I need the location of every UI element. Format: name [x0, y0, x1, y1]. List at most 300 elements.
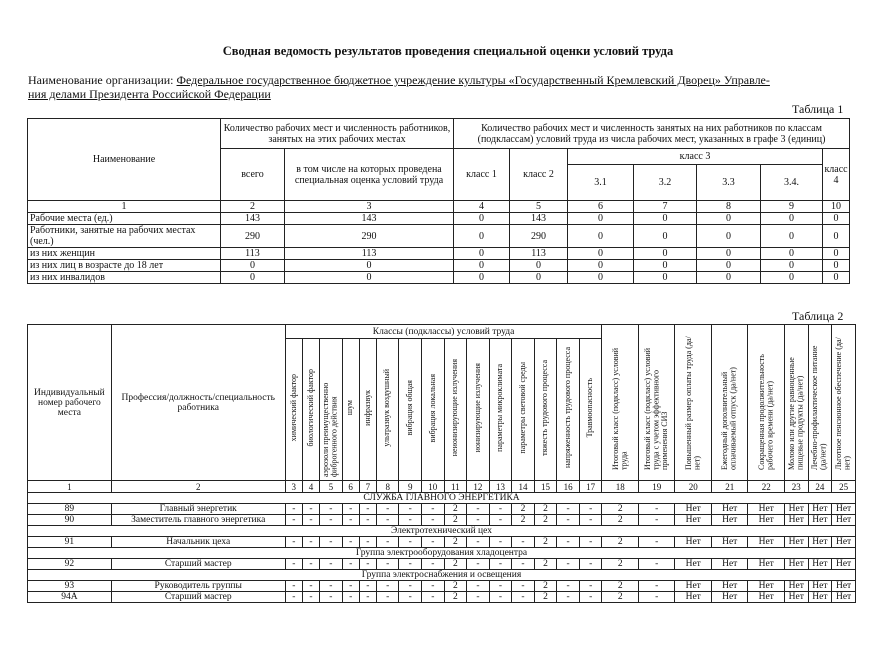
t2-cell: -: [467, 581, 490, 592]
t2-num: 23: [784, 481, 808, 493]
t2-header-extra-text: Ежегодный дополнительный оплачиваемый отпуск (да/нет): [720, 367, 738, 470]
t1-cell: 113: [221, 248, 285, 260]
document-title: Сводная ведомость результатов проведения специальной оценки условий труда: [222, 44, 674, 58]
t2-cell: Нет: [748, 559, 785, 570]
t2-cell: -: [359, 592, 376, 603]
t2-header-factor-text: параметры микроклимата: [495, 364, 505, 452]
t1-cell: 113: [285, 248, 454, 260]
t2-cell: 2: [444, 515, 467, 526]
t2-cell: 2: [444, 537, 467, 548]
t2-cell: Нет: [808, 559, 832, 570]
t2-header-factor-text: химический фактор: [288, 374, 298, 442]
t2-num: 14: [512, 481, 535, 493]
t1-header-3-1: 3.1: [568, 165, 634, 201]
table2-label: Таблица 2: [792, 309, 844, 323]
t2-cell: Нет: [784, 559, 808, 570]
t1-num: 8: [697, 201, 761, 213]
t2-cell: -: [376, 515, 399, 526]
t2-cell: Нет: [832, 537, 856, 548]
t2-row: [28, 559, 856, 570]
t2-cell: Нет: [675, 581, 712, 592]
t1-num: 2: [221, 201, 285, 213]
t1-row-label: Работники, занятые на рабочих местах (чел.): [28, 225, 221, 248]
t2-cell: -: [320, 537, 343, 548]
t2-cell: -: [342, 592, 359, 603]
t2-cell: -: [467, 592, 490, 603]
t1-row: [28, 260, 850, 272]
t2-cell: -: [359, 515, 376, 526]
t2-cell: -: [302, 559, 319, 570]
t2-cell: Нет: [711, 559, 748, 570]
t2-cell: -: [422, 504, 445, 515]
t2-cell: -: [399, 581, 422, 592]
t2-cell: -: [399, 559, 422, 570]
t2-cell: 2: [602, 537, 639, 548]
t2-cell: Нет: [675, 515, 712, 526]
t1-row: [28, 225, 850, 248]
t1-cell: 0: [761, 260, 823, 272]
t2-cell: -: [557, 559, 580, 570]
t1-cell: 0: [761, 213, 823, 225]
t2-cell: -: [376, 504, 399, 515]
t2-cell: -: [342, 537, 359, 548]
t2-cell: -: [489, 592, 512, 603]
t2-header-extra-text: Итоговый класс (подкласс) условий труда с учетом эффективного применения СИЗ: [642, 347, 669, 470]
t2-header-factor-text: напряженность трудового процесса: [562, 347, 572, 469]
t2-cell: -: [579, 592, 602, 603]
t1-header-class1: класс 1: [454, 149, 510, 201]
t2-cell: Нет: [748, 515, 785, 526]
t2-cell: Нет: [711, 504, 748, 515]
t1-cell: 0: [568, 272, 634, 284]
t2-cell: -: [467, 515, 490, 526]
t1-cell: 0: [697, 260, 761, 272]
t2-cell: Нет: [808, 592, 832, 603]
t2-header-factor: [489, 339, 512, 481]
t2-header-factor-text: ионизирующие излучения: [472, 363, 482, 453]
t2-num: 11: [444, 481, 467, 493]
t2-header-factor: [579, 339, 602, 481]
organization-block: [28, 73, 868, 101]
t2-header-factor: [342, 339, 359, 481]
t1-header-class4: класс 4: [823, 149, 850, 201]
t1-cell: 0: [761, 248, 823, 260]
t2-cell: -: [467, 504, 490, 515]
t2-num: 12: [467, 481, 490, 493]
t2-cell: Нет: [808, 581, 832, 592]
t1-cell: 0: [454, 225, 510, 248]
t2-cell: 2: [534, 581, 557, 592]
t2-cell: Нет: [748, 581, 785, 592]
t1-header-3-3: 3.3: [697, 165, 761, 201]
t1-cell: 113: [510, 248, 568, 260]
t2-cell: Нет: [808, 515, 832, 526]
t2-cell: Нет: [808, 504, 832, 515]
t2-cell: -: [302, 504, 319, 515]
t2-header-factor-text: шум: [345, 400, 355, 416]
t2-workplace-id: 93: [28, 581, 112, 592]
t2-cell: -: [285, 559, 302, 570]
t1-header-done: в том числе на которых проведена специальная оценка условий труда: [285, 149, 454, 201]
t1-cell: 0: [634, 213, 697, 225]
t1-cell: 0: [568, 225, 634, 248]
t1-cell: 0: [823, 213, 850, 225]
t1-num: 3: [285, 201, 454, 213]
t2-num: 22: [748, 481, 785, 493]
t2-cell: -: [285, 537, 302, 548]
t1-cell: 0: [568, 248, 634, 260]
t2-section-row: [28, 493, 856, 504]
t2-cell: -: [285, 592, 302, 603]
t2-cell: -: [359, 537, 376, 548]
t2-cell: 2: [534, 515, 557, 526]
t2-cell: -: [422, 581, 445, 592]
org-name-line2: ния делами Президента Российской Федерации: [28, 87, 271, 101]
t2-num: 5: [320, 481, 343, 493]
t2-cell: -: [512, 537, 535, 548]
t2-num: 2: [111, 481, 285, 493]
t2-cell: -: [489, 581, 512, 592]
t2-header-extra: [832, 325, 856, 481]
t2-header-id: Индивидуальный номер рабочего места: [28, 325, 112, 481]
t1-num: 5: [510, 201, 568, 213]
t2-cell: -: [302, 592, 319, 603]
t2-cell: Нет: [832, 581, 856, 592]
t2-header-factor: [302, 339, 319, 481]
t2-header-factor-text: аэрозоли преимущественно фиброгенного действия: [321, 382, 339, 477]
table1: [27, 118, 850, 284]
t2-header-extra: [638, 325, 675, 481]
t2-cell: -: [285, 504, 302, 515]
t1-cell: 143: [285, 213, 454, 225]
t1-num: 7: [634, 201, 697, 213]
t2-num: 4: [302, 481, 319, 493]
t2-cell: -: [579, 515, 602, 526]
t2-workplace-id: 92: [28, 559, 112, 570]
t2-section-title: Группа электроснабжения и освещения: [28, 570, 856, 581]
t2-header-factor: [512, 339, 535, 481]
t2-num: 20: [675, 481, 712, 493]
t2-cell: -: [579, 559, 602, 570]
t2-header-factor-text: Травмоопасность: [585, 378, 595, 438]
t2-cell: Нет: [675, 592, 712, 603]
t1-cell: 0: [221, 260, 285, 272]
t1-cell: 0: [510, 272, 568, 284]
t2-cell: -: [422, 515, 445, 526]
t1-row-label: из них инвалидов: [28, 272, 221, 284]
t2-header-factor-text: ультразвук воздушный: [382, 369, 392, 447]
t2-header-factor-text: вибрация локальная: [427, 373, 437, 443]
t2-header-extra-text: Сокращенная продолжительность рабочего времени (да/нет): [756, 354, 775, 470]
t1-cell: 0: [510, 260, 568, 272]
t2-cell: -: [302, 537, 319, 548]
t1-cell: 0: [761, 225, 823, 248]
t2-cell: -: [320, 504, 343, 515]
t2-cell: -: [376, 559, 399, 570]
t2-cell: -: [342, 559, 359, 570]
t2-header-factor-text: неионизирующие излучения: [450, 359, 460, 457]
t2-header-extra: [808, 325, 832, 481]
t1-row: [28, 248, 850, 260]
t2-cell: 2: [602, 515, 639, 526]
t2-profession: Старший мастер: [111, 592, 285, 603]
t2-cell: -: [638, 537, 675, 548]
t1-header-class3: класс 3: [568, 149, 823, 165]
t2-header-factor: [285, 339, 302, 481]
t2-cell: Нет: [675, 537, 712, 548]
t2-num: 9: [399, 481, 422, 493]
t1-row-label: Рабочие места (ед.): [28, 213, 221, 225]
t2-cell: -: [638, 592, 675, 603]
t2-cell: -: [359, 504, 376, 515]
t2-section-row: [28, 548, 856, 559]
table1-label: Таблица 1: [792, 102, 844, 116]
t2-header-factor: [320, 339, 343, 481]
table2: [27, 324, 856, 603]
t1-cell: 0: [697, 272, 761, 284]
t2-section-row: [28, 526, 856, 537]
t2-header-extra-text: Молоко или другие равноценные пищевые продукты (да/нет): [786, 357, 805, 470]
t2-cell: Нет: [832, 515, 856, 526]
t2-cell: Нет: [784, 504, 808, 515]
t1-cell: 0: [454, 272, 510, 284]
t2-cell: Нет: [711, 537, 748, 548]
t2-cell: -: [489, 504, 512, 515]
t2-cell: Нет: [784, 515, 808, 526]
t1-cell: 0: [454, 213, 510, 225]
t2-num: 8: [376, 481, 399, 493]
t2-header-extra: [748, 325, 785, 481]
t2-cell: -: [399, 592, 422, 603]
t2-cell: 2: [534, 504, 557, 515]
t1-cell: 0: [697, 248, 761, 260]
t1-cell: 0: [634, 272, 697, 284]
t2-header-factor-text: вибрация общая: [405, 380, 414, 436]
t2-cell: Нет: [675, 504, 712, 515]
t1-header-classes: Количество рабочих мест и численность занятых на них работников по классам (подклассам) условий труда из числа рабочих мест, указанных в графе 3 (единиц): [454, 119, 850, 149]
t1-cell: 0: [823, 248, 850, 260]
t1-header-qty: Количество рабочих мест и численность работников, занятых на этих рабочих местах: [221, 119, 454, 149]
t2-cell: Нет: [832, 592, 856, 603]
t2-header-factor-text: инфразвук: [362, 390, 372, 426]
org-name-line1: Федеральное государственное бюджетное учреждение культуры «Государственный Кремлевский Дворец» Управле-: [176, 73, 770, 87]
t1-cell: 0: [823, 225, 850, 248]
t1-cell: 143: [221, 213, 285, 225]
t2-profession: Руководитель группы: [111, 581, 285, 592]
t1-header-total: всего: [221, 149, 285, 201]
t2-num: 15: [534, 481, 557, 493]
t2-cell: -: [638, 515, 675, 526]
t2-num: 1: [28, 481, 112, 493]
t2-cell: -: [302, 581, 319, 592]
t2-cell: -: [285, 515, 302, 526]
t1-cell: 0: [221, 272, 285, 284]
t1-num: 9: [761, 201, 823, 213]
t2-cell: -: [320, 515, 343, 526]
t2-cell: -: [579, 581, 602, 592]
t1-num: 4: [454, 201, 510, 213]
t2-cell: -: [422, 537, 445, 548]
t2-num: 21: [711, 481, 748, 493]
t1-cell: 0: [454, 260, 510, 272]
t2-header-extra-text: Льготное пенсионное обеспечение (да/нет): [834, 337, 852, 470]
t2-cell: -: [376, 592, 399, 603]
t2-header-factor: [557, 339, 580, 481]
t2-header-factor-text: биологический фактор: [305, 369, 315, 447]
t2-section-row: [28, 570, 856, 581]
t2-row: [28, 515, 856, 526]
t2-header-extra: [602, 325, 639, 481]
t2-cell: -: [320, 559, 343, 570]
t2-cell: Нет: [832, 559, 856, 570]
t2-cell: -: [638, 559, 675, 570]
t2-cell: -: [302, 515, 319, 526]
t2-profession: Заместитель главного энергетика: [111, 515, 285, 526]
t2-cell: -: [557, 592, 580, 603]
t2-cell: 2: [512, 515, 535, 526]
t1-cell: 143: [510, 213, 568, 225]
t2-row: [28, 592, 856, 603]
t2-header-factor: [359, 339, 376, 481]
t1-header-3-2: 3.2: [634, 165, 697, 201]
t2-cell: -: [489, 537, 512, 548]
t2-header-factor-text: параметры световой среды: [517, 362, 527, 454]
t2-header-factor: [534, 339, 557, 481]
t2-cell: Нет: [675, 559, 712, 570]
t2-cell: -: [342, 581, 359, 592]
t1-header-3-4: 3.4.: [761, 165, 823, 201]
t1-cell: 0: [285, 272, 454, 284]
t2-cell: -: [422, 559, 445, 570]
t2-cell: -: [342, 515, 359, 526]
t2-num: 10: [422, 481, 445, 493]
t1-cell: 0: [697, 225, 761, 248]
t2-header-profession: Профессия/должность/специальность работника: [111, 325, 285, 481]
t2-cell: -: [376, 581, 399, 592]
t2-cell: 2: [602, 559, 639, 570]
t2-cell: -: [579, 537, 602, 548]
t2-cell: -: [422, 592, 445, 603]
t1-cell: 290: [510, 225, 568, 248]
t2-cell: Нет: [748, 592, 785, 603]
t2-profession: Старший мастер: [111, 559, 285, 570]
t2-header-extra: [784, 325, 808, 481]
t1-num: 6: [568, 201, 634, 213]
t2-cell: -: [557, 515, 580, 526]
t2-cell: -: [557, 581, 580, 592]
t1-cell: 0: [634, 260, 697, 272]
t1-num: 1: [28, 201, 221, 213]
t1-cell: 0: [823, 260, 850, 272]
t2-header-extra-text: Лечебно-профилактическое питание (да/нет): [810, 345, 828, 470]
t2-profession: Главный энергетик: [111, 504, 285, 515]
t2-profession: Начальник цеха: [111, 537, 285, 548]
t2-cell: -: [638, 581, 675, 592]
t2-header-extra: [675, 325, 712, 481]
t1-num: 10: [823, 201, 850, 213]
t2-cell: -: [512, 592, 535, 603]
t2-cell: -: [557, 537, 580, 548]
t2-cell: Нет: [784, 592, 808, 603]
t2-cell: 2: [534, 592, 557, 603]
t2-cell: 2: [602, 592, 639, 603]
t2-cell: -: [467, 537, 490, 548]
t2-row: [28, 504, 856, 515]
t2-section-title: Группа электрооборудования хладоцентра: [28, 548, 856, 559]
t1-row-label: из них женщин: [28, 248, 221, 260]
t2-cell: -: [359, 581, 376, 592]
t2-header-factor: [376, 339, 399, 481]
t2-cell: 2: [444, 592, 467, 603]
t2-cell: -: [489, 515, 512, 526]
t1-number-row: [28, 201, 850, 213]
t2-cell: 2: [534, 537, 557, 548]
t2-workplace-id: 91: [28, 537, 112, 548]
t2-header-extra-text: Повышенный размер оплаты труда (да/нет): [683, 336, 702, 470]
t1-cell: 0: [568, 213, 634, 225]
t1-row-label: из них лиц в возрасте до 18 лет: [28, 260, 221, 272]
t1-cell: 0: [823, 272, 850, 284]
t2-cell: -: [638, 504, 675, 515]
t1-row: [28, 213, 850, 225]
t2-num: 6: [342, 481, 359, 493]
t2-cell: -: [399, 537, 422, 548]
t1-cell: 0: [634, 248, 697, 260]
t2-cell: -: [320, 581, 343, 592]
t2-cell: -: [342, 504, 359, 515]
t2-cell: -: [557, 504, 580, 515]
t2-cell: -: [399, 515, 422, 526]
t1-cell: 0: [761, 272, 823, 284]
t2-workplace-id: 94А: [28, 592, 112, 603]
t2-cell: -: [512, 559, 535, 570]
t2-cell: Нет: [711, 581, 748, 592]
t2-num: 3: [285, 481, 302, 493]
t2-num: 13: [489, 481, 512, 493]
t2-cell: 2: [602, 504, 639, 515]
t2-cell: Нет: [748, 504, 785, 515]
t1-cell: 290: [221, 225, 285, 248]
t2-header-classes: Классы (подклассы) условий труда: [285, 325, 602, 339]
t1-cell: 0: [454, 248, 510, 260]
t2-cell: Нет: [832, 504, 856, 515]
t2-num: 18: [602, 481, 639, 493]
t1-cell: 0: [285, 260, 454, 272]
t2-num: 19: [638, 481, 675, 493]
t2-cell: -: [512, 581, 535, 592]
t2-cell: 2: [534, 559, 557, 570]
t1-header-name: Наименование: [28, 119, 221, 201]
t2-header-extra: [711, 325, 748, 481]
t2-cell: -: [359, 559, 376, 570]
t2-cell: Нет: [808, 537, 832, 548]
t2-cell: -: [399, 504, 422, 515]
t2-workplace-id: 89: [28, 504, 112, 515]
t2-cell: 2: [444, 504, 467, 515]
org-label: Наименование организации:: [28, 73, 174, 87]
t2-cell: -: [579, 504, 602, 515]
t1-cell: 0: [697, 213, 761, 225]
t2-cell: -: [467, 559, 490, 570]
t2-cell: Нет: [784, 581, 808, 592]
t2-cell: Нет: [748, 537, 785, 548]
t2-row: [28, 537, 856, 548]
t2-row: [28, 581, 856, 592]
t1-cell: 0: [568, 260, 634, 272]
t1-cell: 0: [634, 225, 697, 248]
t2-cell: -: [285, 581, 302, 592]
t2-num: 17: [579, 481, 602, 493]
